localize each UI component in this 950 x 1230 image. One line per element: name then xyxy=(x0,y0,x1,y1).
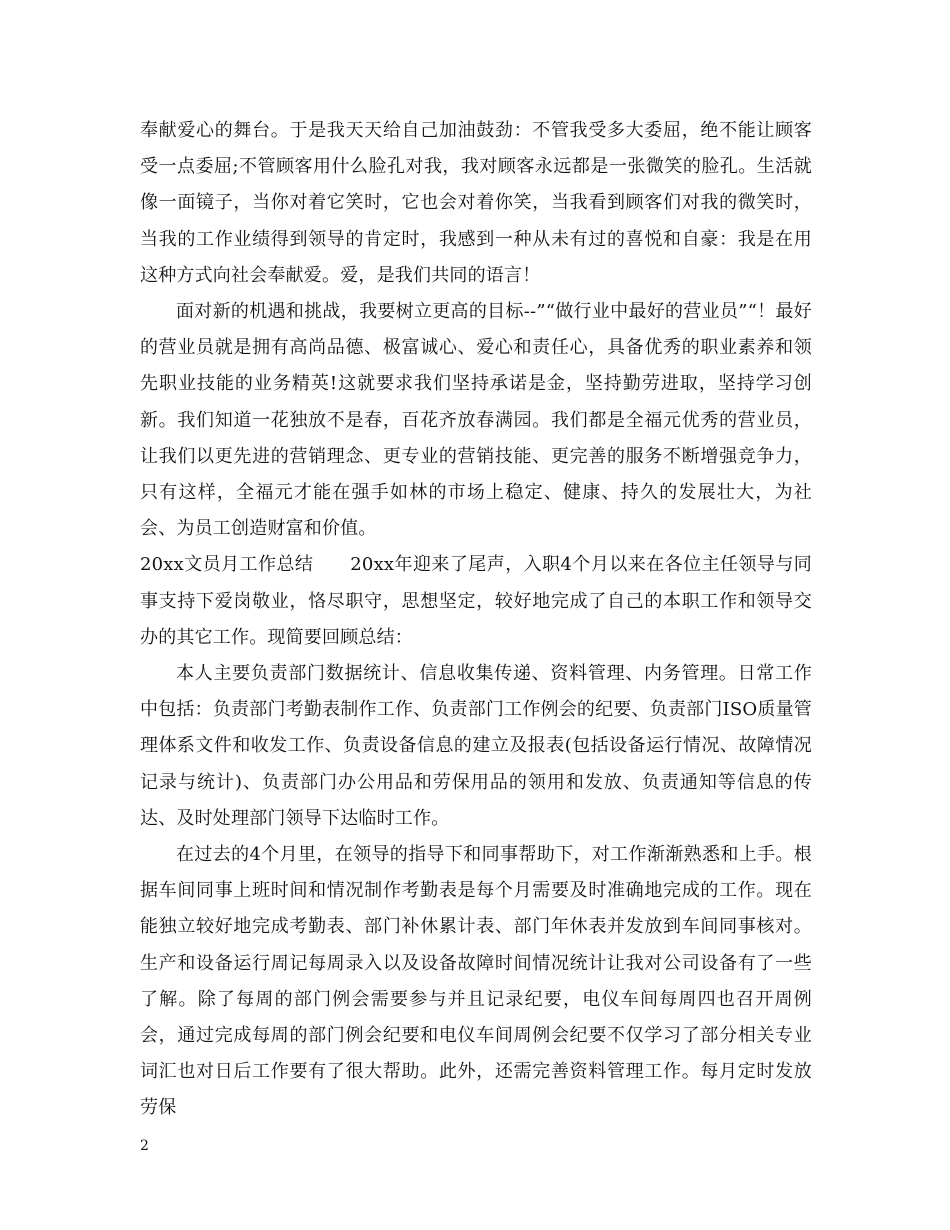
paragraph-2: 面对新的机遇和挑战，我要树立更高的目标--”“做行业中最好的营业员”“！最好的营业员就是拥有高尚品德、极富诚心、爱心和责任心，具备优秀的职业素养和领先职业技能的业务精英!这就要求我们坚持承诺是金，坚持勤劳进取，坚持学习创新。我们知道一花独放不是春，百花齐放春满园。我们都是全福元优秀的营业员，让我们以更先进的营销理念、更专业的营销技能、更完善的服务不断增强竞争力，只有这样，全福元才能在强手如林的市场上稳定、健康、持久的发展壮大，为社会、为员工创造财富和价值。 xyxy=(140,301,812,540)
page-number: 2 xyxy=(140,1138,149,1154)
document-body xyxy=(140,113,812,1127)
paragraph-1: 奉献爱心的舞台。于是我天天给自己加油鼓劲：不管我受多大委屈，绝不能让顾客受一点委屈;不管顾客用什么脸孔对我，我对顾客永远都是一张微笑的脸孔。生活就像一面镜子，当你对着它笑时，它也会对着你笑，当我看到顾客们对我的微笑时，当我的工作业绩得到领导的肯定时，我感到一种从未有过的喜悦和自豪：我是在用这种方式向社会奉献爱。爱，是我们共同的语言！ xyxy=(140,120,812,286)
paragraph-5: 在过去的4个月里，在领导的指导下和同事帮助下，对工作渐渐熟悉和上手。根据车间同事上班时间和情况制作考勤表是每个月需要及时准确地完成的工作。现在能独立较好地完成考勤表、部门补休累计表、部门年休表并发放到车间同事核对。生产和设备运行周记每周录入以及设备故障时间情况统计让我对公司设备有了一些了解。除了每周的部门例会需要参与并且记录纪要，电仪车间每周四也召开周例会，通过完成每周的部门例会纪要和电仪车间周例会纪要不仅学习了部分相关专业词汇也对日后工作要有了很大帮助。此外，还需完善资料管理工作。每月定时发放劳保 xyxy=(140,844,812,1119)
paragraph-3: 20xx文员月工作总结 20xx年迎来了尾声，入职4个月以来在各位主任领导与同事支持下爱岗敬业，恪尽职守，思想坚定，较好地完成了自己的本职工作和领导交办的其它工作。现简要回顾总结： xyxy=(140,554,812,648)
paragraph-4: 本人主要负责部门数据统计、信息收集传递、资料管理、内务管理。日常工作中包括：负责部门考勤表制作工作、负责部门工作例会的纪要、负责部门ISO质量管理体系文件和收发工作、负责设备信息的建立及报表(包括设备运行情况、故障情况记录与统计)、负责部门办公用品和劳保用品的领用和发放、负责通知等信息的传达、及时处理部门领导下达临时工作。 xyxy=(140,663,812,829)
